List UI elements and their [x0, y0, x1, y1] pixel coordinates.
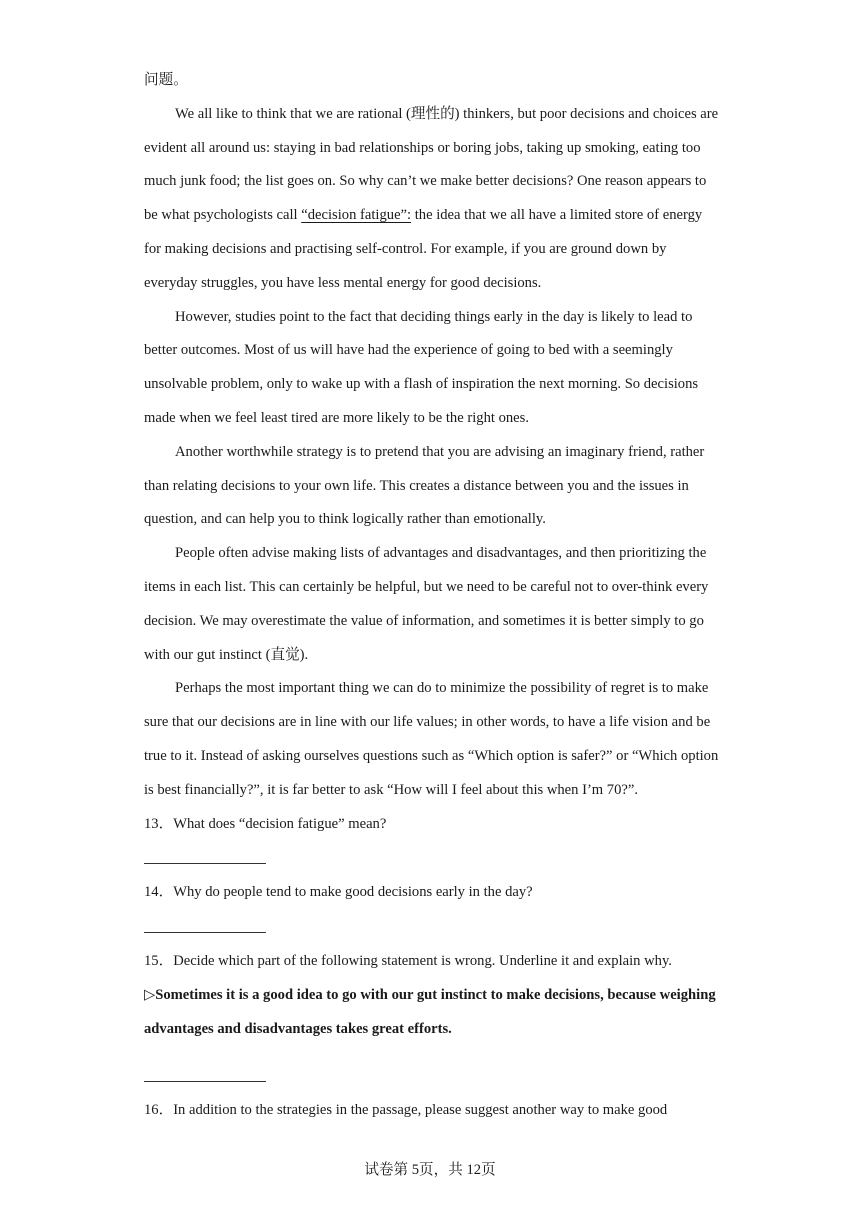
answer-blank-14[interactable] [144, 910, 266, 933]
paragraph-2: However, studies point to the fact that deciding things early in the day is likely to lead to better outcomes. Most of us will have had the experience of going to bed with a seemingly unsolvable problem, only to wake up with a flash of inspiration the next morning. So decisions made when we feel least tired are more likely to be the right ones. [144, 308, 699, 426]
answer-blank-13[interactable] [144, 841, 266, 864]
question-15-statement [144, 979, 719, 1047]
question-13: 13．What does “decision fatigue” mean? [144, 815, 387, 832]
question-16: 16．In addition to the strategies in the passage, please suggest another way to make good [144, 1101, 668, 1118]
decision-fatigue-term: “decision fatigue”: [301, 207, 412, 224]
triangle-marker-icon: ▷ [144, 986, 156, 1003]
paragraph-5: Perhaps the most important thing we can do to minimize the possibility of regret is to make sure that our decisions are in line with our life values; in other words, to have a life vision and be true to it. Instead of asking ourselves questions such as “Which option is safer?” or “Which option is best financially?”, it is far better to ask “How will I feel about this when I’m 70?”. [144, 680, 719, 798]
answer-blank-15[interactable] [144, 1059, 266, 1082]
question-15: 15．Decide which part of the following statement is wrong. Underline it and explain why. [144, 953, 672, 970]
question-15-statement-text: Sometimes it is a good idea to go with our gut instinct to make decisions, because weighing advantages and disadvantages takes great efforts. [144, 986, 716, 1037]
paragraph-1-text-b: the idea that we all have a limited store of energy for making decisions and practising self-control. For example, if you are ground down by everyday struggles, you have less mental energy for good decisions. [144, 207, 703, 291]
paragraph-4: People often advise making lists of advantages and disadvantages, and then prioritizing the items in each list. This can certainly be helpful, but we need to be careful not to over-think every decision. We may overestimate the value of information, and sometimes it is better simply to go with our gut instinct (直觉). [144, 545, 709, 663]
question-14: 14．Why do people tend to make good decisions early in the day? [144, 884, 533, 901]
page-footer: 试卷第 5页，共 12页 [364, 1162, 496, 1178]
document-body [144, 64, 719, 1127]
paragraph-3: Another worthwhile strategy is to pretend that you are advising an imaginary friend, rather than relating decisions to your own life. This creates a distance between you and the issues in question, and can help you to think logically rather than emotionally. [144, 443, 705, 528]
paragraph-1 [144, 98, 719, 301]
top-fragment: 问题。 [144, 72, 188, 88]
paragraph-1-text-a: We all like to think that we are rational (理性的) thinkers, but poor decisions and choices are evident all around us: staying in bad relationships or boring jobs, taking up smoking, eating too much junk food; the list goes on. So why can’t we make better decisions? One reason appears to be what psychologists call [144, 105, 719, 224]
